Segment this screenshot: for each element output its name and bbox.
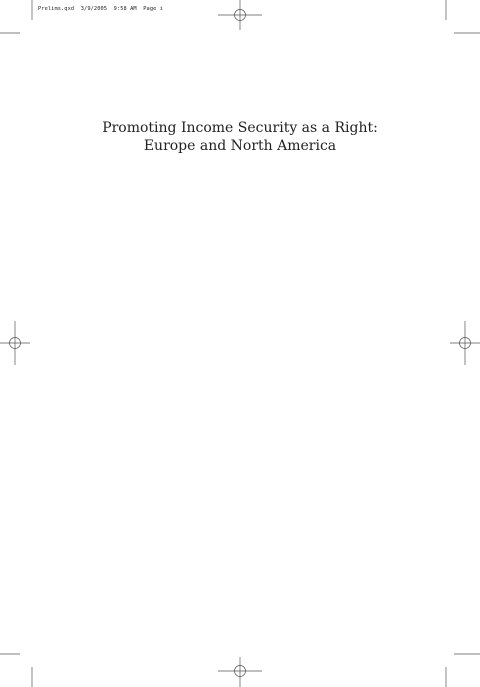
crop-mark-top-right xyxy=(446,0,480,33)
print-slug-line: Prelims.qxd 3/9/2005 9:58 AM Page i xyxy=(38,6,163,12)
crop-mark-bottom-left xyxy=(0,654,32,687)
registration-mark-right xyxy=(450,321,480,365)
book-title-line-1: Promoting Income Security as a Right: xyxy=(102,120,378,136)
crop-mark-top-left xyxy=(0,0,32,33)
book-title-line-2: Europe and North America xyxy=(143,138,337,154)
registration-mark-bottom xyxy=(218,657,262,687)
registration-mark-left xyxy=(0,321,30,365)
registration-mark-top xyxy=(218,0,262,30)
book-title xyxy=(0,119,480,155)
crop-mark-bottom-right xyxy=(446,654,480,687)
